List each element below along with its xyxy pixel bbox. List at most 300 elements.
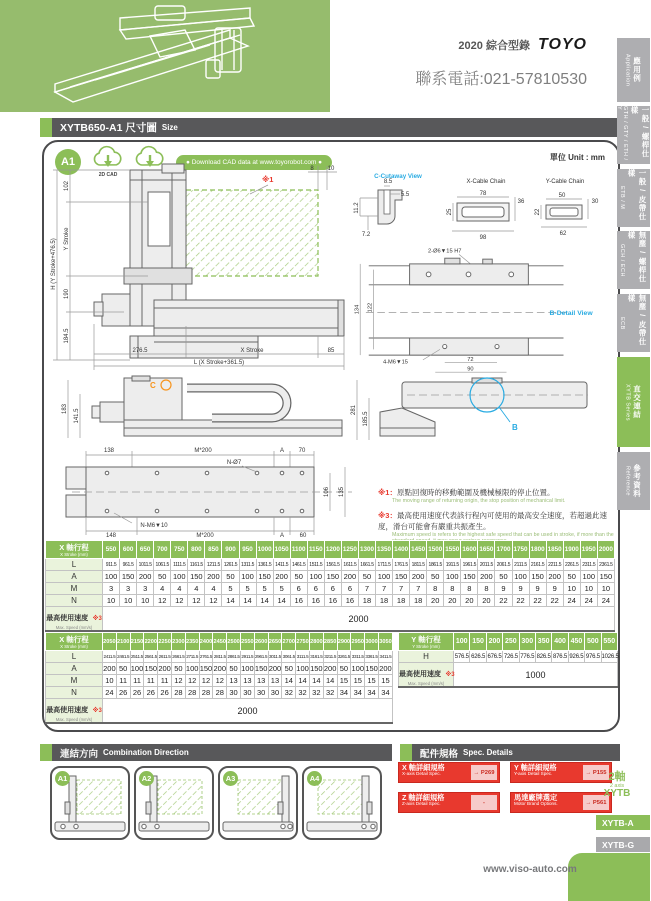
svg-text:281: 281 <box>351 404 357 416</box>
table-cell: 15 <box>365 675 379 687</box>
stroke-column: 400 <box>552 633 568 651</box>
svg-text:122: 122 <box>367 302 374 313</box>
table-cell: 150 <box>188 571 205 583</box>
table-cell: 150 <box>529 571 546 583</box>
table-cell: 100 <box>296 664 309 673</box>
table-cell: 1261.5 <box>222 559 239 571</box>
table-cell: 7 <box>358 583 375 595</box>
table-cell: 10 <box>120 595 137 607</box>
section-title-size: XYTB650-A1 尺寸圖 Size <box>40 118 620 137</box>
combination-option-a2[interactable]: A2 <box>134 766 214 840</box>
table-header-row <box>399 633 618 651</box>
svg-text:10: 10 <box>327 166 335 172</box>
table-cell: 24 <box>580 595 597 607</box>
table-cell: 32 <box>309 687 323 699</box>
svg-text:C-Cutaway View: C-Cutaway View <box>374 173 422 180</box>
table-cell: 50 <box>116 663 130 675</box>
stroke-column: 1950 <box>580 541 597 559</box>
stroke-column: 1700 <box>495 541 512 559</box>
stroke-column: 1850 <box>546 541 563 559</box>
table-cell: 926.5 <box>568 651 584 663</box>
page-ref: → P155 <box>583 765 609 780</box>
table-cell: 7 <box>376 583 393 595</box>
spec-link-x-axis[interactable]: X 軸詳細規格 X-axis Detail Spec. → P269 <box>398 762 500 783</box>
table-cell: 16 <box>290 595 307 607</box>
stroke-column: 1800 <box>529 541 546 559</box>
tab-xytb-a[interactable]: XYTB-A <box>596 815 650 830</box>
table-cell: 100 <box>512 571 529 583</box>
stroke-column: 2350 <box>185 633 199 651</box>
x-cable-chain-drawing <box>445 175 527 247</box>
table-cell: 18 <box>393 595 410 607</box>
note-3: ※3：最高使用速度代表該行程內可使用的最高安全速度，若超過此速度，滑台可能會有嚴重共振產生。 Maximum speed is refers to the highest safe speed that can be used in stroke, if more than the <box>378 510 614 538</box>
svg-text:85: 85 <box>327 348 335 354</box>
stroke-column: 2100 <box>116 633 130 651</box>
svg-text:106: 106 <box>324 486 330 498</box>
table-cell: 14 <box>296 675 310 687</box>
table-cell: 3 <box>120 583 137 595</box>
table-cell: 200 <box>478 571 495 583</box>
stroke-column: 1400 <box>393 541 410 559</box>
table-cell: 15 <box>378 675 392 687</box>
table-cell: 34 <box>337 687 351 699</box>
table-cell: 200 <box>273 571 290 583</box>
stroke-column: 1900 <box>563 541 580 559</box>
stroke-column: 800 <box>188 541 205 559</box>
table-cell: 1711.5 <box>376 559 393 571</box>
table-cell: 24 <box>597 595 614 607</box>
x-stroke-table-1 <box>45 540 615 632</box>
table-cell: 26 <box>130 687 144 699</box>
combination-option-a4[interactable]: A4 <box>302 766 382 840</box>
stroke-column: 600 <box>120 541 137 559</box>
table-cell: 13 <box>254 675 268 687</box>
download-cad-link[interactable]: ● Download CAD data at www.toyorobot.com ● <box>176 155 332 170</box>
stroke-column: 2050 <box>103 633 117 651</box>
table-cell: 18 <box>358 595 375 607</box>
sidebar-tab-xytb-series[interactable]: 直交連結 XYTB Series <box>617 357 650 447</box>
max-speed-value: 2000 <box>103 607 615 632</box>
table-cell: 10 <box>597 583 614 595</box>
green-square <box>40 744 52 761</box>
svg-text:N-Ø7: N-Ø7 <box>226 460 242 466</box>
stroke-column: 350 <box>535 633 551 651</box>
table-cell: 11 <box>116 675 130 687</box>
table-cell: 2061.5 <box>495 559 512 571</box>
stroke-column: 1000 <box>256 541 273 559</box>
table-cell: 28 <box>171 687 185 699</box>
table-cell: 1761.5 <box>393 559 410 571</box>
row-label: N <box>46 595 103 607</box>
table-cell: 50 <box>290 571 307 583</box>
table-cell: 2361.5 <box>597 559 614 571</box>
table-cell: 100 <box>307 571 324 583</box>
max-speed-label: 最高使用速度 ※3 Max. Speed (mm/s) <box>46 699 103 724</box>
table-cell: 50 <box>495 571 512 583</box>
row-label: L <box>46 651 103 663</box>
table-cell: 2561.5 <box>144 651 158 663</box>
table-title: X 軸行程 X Stroke (mm) <box>46 633 103 651</box>
table-cell: 4 <box>205 583 222 595</box>
table-cell: 10 <box>103 675 117 687</box>
stroke-column: 1300 <box>358 541 375 559</box>
table-cell: 50 <box>337 663 351 675</box>
table-cell: 11 <box>144 675 158 687</box>
table-cell: 200 <box>137 571 154 583</box>
table-cell: 2211.5 <box>546 559 563 571</box>
stroke-column: 2650 <box>268 633 282 651</box>
table-cell: 4 <box>188 583 205 595</box>
sidebar-tab-gch-ech[interactable]: 無塵 / 螺桿仕樣 GCH / ECH <box>617 231 650 289</box>
table-cell: 7 <box>393 583 410 595</box>
spec-link-y-axis[interactable]: Y 軸詳細規格 Y-axis Detail Spec. → P155 <box>510 762 612 783</box>
table-cell: 626.5 <box>470 651 486 663</box>
row-label: M <box>46 583 103 595</box>
table-cell: 10 <box>103 595 120 607</box>
svg-text:30: 30 <box>591 199 599 205</box>
table-cell: 8 <box>444 583 461 595</box>
table-cell: 2861.5 <box>227 651 241 663</box>
table-cell: 11 <box>130 675 144 687</box>
stroke-column: 2750 <box>296 633 310 651</box>
table-cell: 28 <box>213 687 227 699</box>
stroke-column: 2700 <box>282 633 296 651</box>
table-cell: 30 <box>254 687 268 699</box>
table-header-row <box>46 633 393 651</box>
table-cell: 676.5 <box>486 651 502 663</box>
table-cell: 150 <box>256 571 273 583</box>
table-cell: 3011.5 <box>268 651 282 663</box>
row-label: A <box>46 571 103 583</box>
table-cell: 2661.5 <box>171 651 185 663</box>
tab-xytb-g[interactable]: XYTB-G <box>596 837 650 852</box>
stroke-column: 2450 <box>213 633 227 651</box>
svg-text:7.2: 7.2 <box>361 232 371 238</box>
table-cell: 3311.5 <box>351 651 365 663</box>
svg-text:Y-Cable Chain: Y-Cable Chain <box>545 179 585 185</box>
max-speed-value: 1000 <box>454 663 618 688</box>
svg-text:22: 22 <box>535 208 541 216</box>
page-ref: → P269 <box>471 765 497 780</box>
table-cell: 26 <box>116 687 130 699</box>
svg-text:M*200: M*200 <box>194 448 212 454</box>
table-cell: 200 <box>158 664 171 673</box>
svg-text:L (X Stroke+361.5): L (X Stroke+361.5) <box>193 360 245 366</box>
table-cell: 12 <box>188 595 205 607</box>
table-cell: 2161.5 <box>529 559 546 571</box>
stroke-column: 2600 <box>254 633 268 651</box>
svg-text:Y Stroke: Y Stroke <box>64 227 70 251</box>
table-cell: 826.5 <box>535 651 551 663</box>
table-cell: 16 <box>341 595 358 607</box>
table-cell: 50 <box>563 571 580 583</box>
table-cell: 14 <box>256 595 273 607</box>
table-cell: 50 <box>222 571 239 583</box>
table-row <box>399 651 618 663</box>
table-cell: 50 <box>358 571 375 583</box>
svg-text:72: 72 <box>467 356 474 363</box>
table-cell: 150 <box>254 664 268 673</box>
stroke-column: 850 <box>205 541 222 559</box>
table-cell: 1211.5 <box>205 559 222 571</box>
svg-text:148: 148 <box>105 533 117 539</box>
table-cell: 3261.5 <box>337 651 351 663</box>
svg-text:A: A <box>279 533 285 539</box>
table-cell: 30 <box>227 687 241 699</box>
table-cell: 100 <box>239 571 256 583</box>
table-cell: 726.5 <box>503 651 519 663</box>
table-cell: 576.5 <box>454 651 470 663</box>
stroke-column: 1350 <box>376 541 393 559</box>
table-cell: 5 <box>256 583 273 595</box>
svg-text:X-Cable Chain: X-Cable Chain <box>466 179 506 185</box>
table-cell: 1111.5 <box>171 559 188 571</box>
stroke-column: 200 <box>486 633 502 651</box>
table-cell: 976.5 <box>585 651 601 663</box>
svg-text:185.5: 185.5 <box>363 411 369 427</box>
y-stroke-table <box>398 632 618 688</box>
svg-text:H (Y Stroke+476.5): H (Y Stroke+476.5) <box>51 238 57 290</box>
table-cell: 100 <box>185 664 199 673</box>
table-cell: 2761.5 <box>199 651 213 663</box>
table-cell: 3 <box>103 583 120 595</box>
row-label: A <box>46 663 103 675</box>
table-cell: 4 <box>154 583 171 595</box>
side-view-drawing <box>62 376 352 444</box>
max-speed-row <box>399 663 618 688</box>
table-cell: 34 <box>351 687 365 699</box>
stroke-column: 1100 <box>290 541 307 559</box>
svg-text:70: 70 <box>298 448 306 454</box>
table-cell: 6 <box>290 583 307 595</box>
table-cell: 100 <box>103 571 120 583</box>
table-row <box>46 571 615 583</box>
table-row <box>46 663 393 675</box>
sidebar-tab-gth-gty-eth[interactable]: 一般 / 螺桿仕樣 GTH / GTY / ETH / Y <box>617 106 650 164</box>
stroke-column: 1500 <box>427 541 444 559</box>
table-cell: 2011.5 <box>478 559 495 571</box>
table-cell: 28 <box>199 687 213 699</box>
svg-text:141.5: 141.5 <box>74 408 80 424</box>
table-cell: 12 <box>185 675 199 687</box>
table-cell: 100 <box>130 664 144 673</box>
table-cell: 13 <box>240 675 254 687</box>
combination-option-a1[interactable]: A1 <box>50 766 130 840</box>
table-cell: 150 <box>461 571 478 583</box>
stroke-column: 1550 <box>444 541 461 559</box>
note-1: ※1：原點回復時的移動範圍及機械極限的停止位置。 The moving range of returning origin, the stop position of mechanical limit. <box>378 488 566 504</box>
table-cell: 100 <box>580 571 597 583</box>
table-row <box>46 595 615 607</box>
cad-2d-download[interactable]: 2D CAD <box>90 147 126 178</box>
table-cell: 1961.5 <box>461 559 478 571</box>
table-cell: 2911.5 <box>240 651 254 663</box>
row-label: N <box>46 687 103 699</box>
stroke-column: 550 <box>103 541 120 559</box>
svg-text:M*200: M*200 <box>196 533 214 539</box>
table-cell: 2261.5 <box>563 559 580 571</box>
table-cell: 22 <box>529 595 546 607</box>
stroke-column: 650 <box>137 541 154 559</box>
stroke-column: 2400 <box>199 633 213 651</box>
table-cell: 12 <box>199 675 213 687</box>
svg-text:5.5: 5.5 <box>400 192 410 198</box>
table-cell: 16 <box>307 595 324 607</box>
table-cell: 6 <box>307 583 324 595</box>
table-cell: 1161.5 <box>188 559 205 571</box>
sidebar-tab-reference[interactable]: 參考資料 Reference <box>617 452 650 510</box>
green-square <box>400 744 412 761</box>
stroke-column: 2150 <box>130 633 144 651</box>
table-cell: 150 <box>120 571 137 583</box>
table-cell: 2111.5 <box>512 559 529 571</box>
table-cell: 20 <box>461 595 478 607</box>
table-cell: 200 <box>410 571 427 583</box>
row-label: L <box>46 559 103 571</box>
sidebar-tab-etb-m[interactable]: 一般 / 皮帶仕樣 ETB / M <box>617 169 650 227</box>
table-cell: 150 <box>199 664 213 673</box>
plan-view-drawing <box>62 445 362 537</box>
svg-text:184.5: 184.5 <box>64 328 70 344</box>
row-label: H <box>399 651 454 663</box>
section-title-spec-details: 配件規格 Spec. Details <box>400 744 620 761</box>
stroke-column: 150 <box>470 633 486 651</box>
table-cell: 14 <box>282 675 296 687</box>
stroke-column: 2800 <box>309 633 323 651</box>
table-cell: 12 <box>213 675 227 687</box>
stroke-column: 2950 <box>351 633 365 651</box>
table-cell: 14 <box>323 675 337 687</box>
table-cell: 8 <box>427 583 444 595</box>
spec-link-motor-brand[interactable]: 馬達廠牌選定 Motor Brand Options. → P561 <box>510 792 612 813</box>
table-cell: 14 <box>222 595 239 607</box>
y-cable-chain-drawing <box>528 175 606 247</box>
table-cell: 3161.5 <box>309 651 323 663</box>
table-cell: 30 <box>240 687 254 699</box>
stroke-column: 2000 <box>597 541 614 559</box>
svg-text:C: C <box>150 381 156 390</box>
stroke-column: 700 <box>154 541 171 559</box>
stroke-column: 1050 <box>273 541 290 559</box>
table-cell: 50 <box>282 663 296 675</box>
stroke-column: 2850 <box>323 633 337 651</box>
stroke-column: 1650 <box>478 541 495 559</box>
table-cell: 150 <box>597 571 614 583</box>
stroke-column: 750 <box>171 541 188 559</box>
stroke-column: 1250 <box>341 541 358 559</box>
table-cell: 200 <box>341 571 358 583</box>
toyo-logo: TOYO <box>537 36 587 53</box>
table-cell: 13 <box>268 675 282 687</box>
svg-text:98: 98 <box>479 235 487 241</box>
table-cell: 50 <box>427 571 444 583</box>
table-cell: 2461.5 <box>116 651 130 663</box>
table-cell: 150 <box>324 571 341 583</box>
table-cell: 14 <box>239 595 256 607</box>
sidebar-tab-ecb[interactable]: 無塵 / 皮帶仕樣 ECB <box>617 294 650 352</box>
table-cell: 9 <box>495 583 512 595</box>
max-speed-row <box>46 607 615 632</box>
table-cell: 3 <box>137 583 154 595</box>
stroke-column: 1200 <box>324 541 341 559</box>
svg-text:A: A <box>279 448 285 454</box>
stroke-column: 2300 <box>171 633 185 651</box>
max-speed-label: 最高使用速度 ※3 Max. Speed (mm/s) <box>46 607 103 632</box>
row-label: M <box>46 675 103 687</box>
table-cell: 13 <box>227 675 241 687</box>
table-cell: 1026.5 <box>601 651 617 663</box>
table-cell: 22 <box>512 595 529 607</box>
table-cell: 1861.5 <box>427 559 444 571</box>
table-cell: 1311.5 <box>239 559 256 571</box>
table-cell: 1911.5 <box>444 559 461 571</box>
table-cell: 200 <box>546 571 563 583</box>
table-cell: 200 <box>379 664 392 673</box>
table-cell: 10 <box>563 583 580 595</box>
svg-text:90: 90 <box>467 366 474 373</box>
stroke-column: 1450 <box>410 541 427 559</box>
svg-text:183: 183 <box>62 403 68 415</box>
table-cell: 50 <box>154 571 171 583</box>
stroke-column: 3000 <box>365 633 379 651</box>
table-header-row <box>46 541 615 559</box>
table-cell: 4 <box>171 583 188 595</box>
table-cell: 20 <box>478 595 495 607</box>
table-cell: 3411.5 <box>378 651 392 663</box>
table-cell: 50 <box>171 663 185 675</box>
table-cell: 2611.5 <box>158 651 172 663</box>
stroke-column: 2250 <box>158 633 172 651</box>
spec-link-z-axis[interactable]: Z 軸詳細規格 Z-axis Detail Spec. - <box>398 792 500 813</box>
svg-text:190: 190 <box>64 288 70 300</box>
c-cutaway-view <box>348 172 443 247</box>
svg-text:B-Detail View: B-Detail View <box>549 310 593 318</box>
table-cell: 20 <box>444 595 461 607</box>
unit-label: 單位 Unit : mm <box>549 153 605 162</box>
table-row <box>46 559 615 571</box>
table-row <box>46 675 393 687</box>
sidebar-tab-application[interactable]: 應用例 Application <box>617 38 650 102</box>
table-cell: 150 <box>393 571 410 583</box>
svg-text:N-M6▼10: N-M6▼10 <box>140 523 168 529</box>
svg-text:8.5: 8.5 <box>383 179 393 185</box>
svg-text:50: 50 <box>558 193 566 199</box>
table-cell: 3361.5 <box>365 651 379 663</box>
stroke-column: 300 <box>519 633 535 651</box>
svg-text:36: 36 <box>517 199 525 205</box>
table-cell: 6 <box>341 583 358 595</box>
table-cell: 200 <box>205 571 222 583</box>
stroke-column: 550 <box>601 633 617 651</box>
table-cell: 1561.5 <box>324 559 341 571</box>
table-cell: 14 <box>309 675 323 687</box>
combination-option-a3[interactable]: A3 <box>218 766 298 840</box>
table-cell: 22 <box>495 595 512 607</box>
table-cell: 9 <box>512 583 529 595</box>
table-cell: 150 <box>144 664 158 673</box>
table-cell: 6 <box>324 583 341 595</box>
a1-badge: A1 <box>55 149 81 175</box>
table-row <box>46 583 615 595</box>
table-cell: 12 <box>171 675 185 687</box>
stroke-column: 500 <box>585 633 601 651</box>
table-cell: 2811.5 <box>213 651 227 663</box>
table-cell: 7 <box>410 583 427 595</box>
stroke-column: 100 <box>454 633 470 651</box>
stroke-column: 2550 <box>240 633 254 651</box>
table-cell: 32 <box>296 687 310 699</box>
table-cell: 18 <box>376 595 393 607</box>
